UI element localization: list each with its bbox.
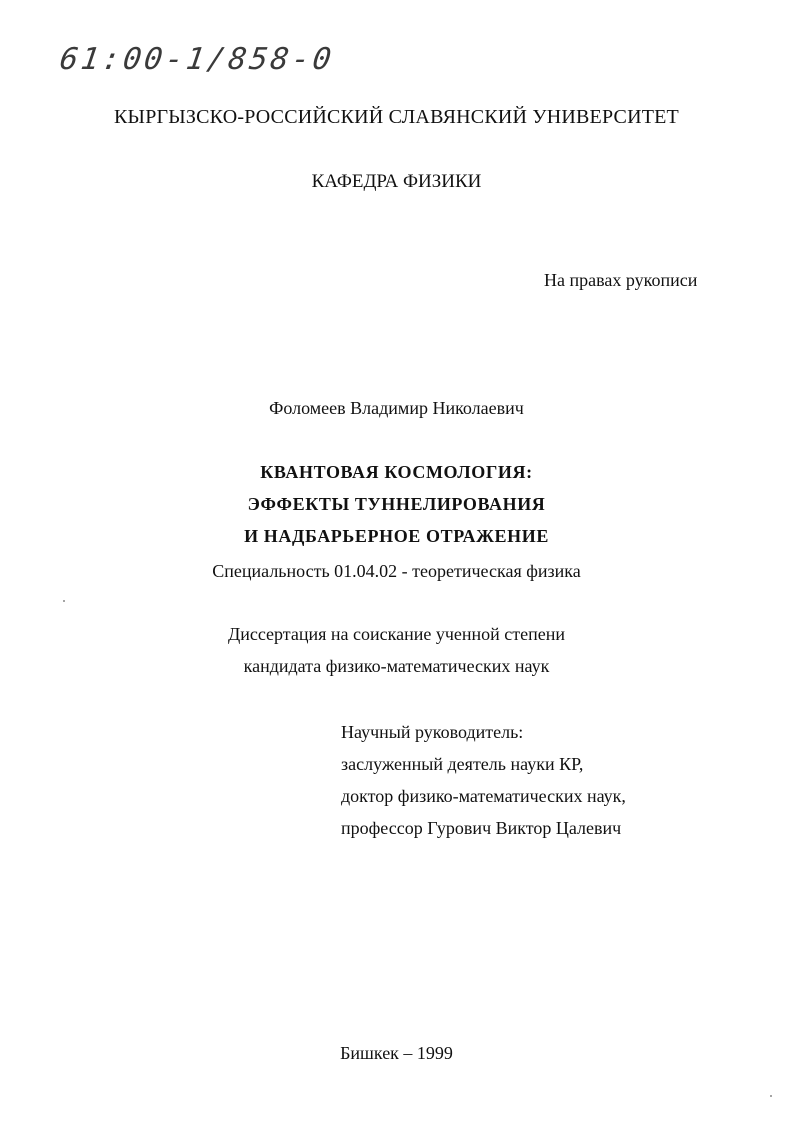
- supervisor-line-1: Научный руководитель:: [341, 722, 524, 742]
- rights-note: На правах рукописи: [544, 270, 698, 290]
- supervisor-line-4: профессор Гурович Виктор Цалевич: [341, 818, 622, 838]
- place-and-year: Бишкек – 1999: [340, 1043, 453, 1063]
- specialty-line: Специальность 01.04.02 - теоретическая физика: [212, 561, 581, 581]
- supervisor-line-2: заслуженный деятель науки КР,: [341, 754, 584, 774]
- scan-speck: [770, 1095, 772, 1097]
- supervisor-line-3: доктор физико-математических наук,: [341, 786, 626, 806]
- title-line-1: КВАНТОВАЯ КОСМОЛОГИЯ:: [260, 462, 533, 482]
- scan-speck: [63, 600, 65, 602]
- handwritten-catalog-number: 61:00-1/858-0: [57, 42, 337, 77]
- dissertation-line-2: кандидата физико-математических наук: [243, 656, 550, 676]
- dissertation-line-1: Диссертация на соискание ученной степени: [227, 624, 566, 644]
- department-name: КАФЕДРА ФИЗИКИ: [311, 171, 482, 192]
- title-line-3: И НАДБАРЬЕРНОЕ ОТРАЖЕНИЕ: [244, 526, 549, 546]
- title-line-2: ЭФФЕКТЫ ТУННЕЛИРОВАНИЯ: [247, 494, 546, 514]
- university-name: КЫРГЫЗСКО-РОССИЙСКИЙ СЛАВЯНСКИЙ УНИВЕРСИТЕТ: [114, 106, 679, 128]
- author-name: Фоломеев Владимир Николаевич: [269, 398, 524, 418]
